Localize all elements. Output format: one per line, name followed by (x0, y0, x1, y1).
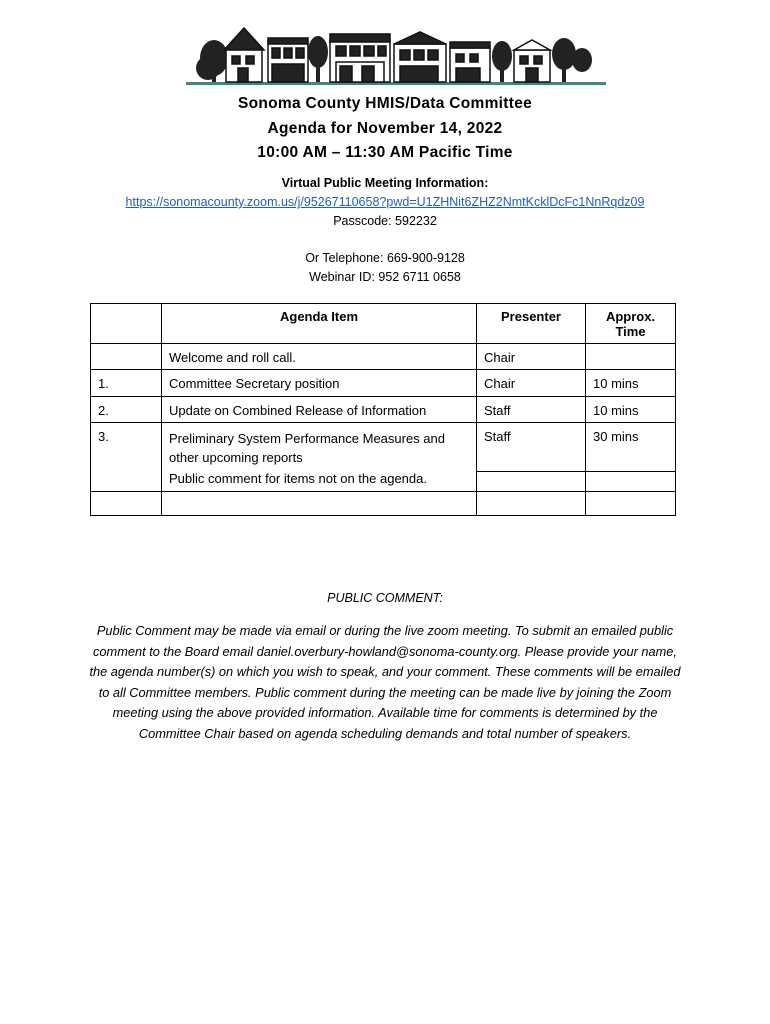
header-agenda-item: Agenda Item (162, 304, 477, 344)
title-line-3: 10:00 AM – 11:30 AM Pacific Time (257, 144, 513, 161)
header-presenter: Presenter (477, 304, 586, 344)
public-comment-body: Public Comment may be made via email or during the live zoom meeting. To submit an emailed public comment to the Board email daniel.overbury-howland@sonoma-county.org. Please provide your name, the agenda number(s) on which you wish to speak, and your comment. These comments will be emailed to all Committee members. Public comment during the meeting can be made live by joining the Zoom meeting using the above provided information. Available time for comments is determined by the Committee Chair based on agenda scheduling demands and total number of speakers. (89, 623, 681, 741)
header-number-cell (91, 304, 162, 344)
title-line-1: Sonoma County HMIS/Data Committee (237, 95, 533, 112)
agenda-table (90, 303, 676, 516)
row-number (91, 344, 162, 370)
zoom-meeting-link[interactable]: https://sonomacounty.zoom.us/j/95267110658?pwd=U1ZHNit6ZHZ2NmtKcklDcFc1NnRqdz09 (125, 195, 645, 209)
row-number: 1. (91, 370, 162, 397)
town-skyline-logo (186, 20, 606, 90)
header-approx-time: Approx. Time (586, 304, 676, 344)
row-agenda-item: Committee Secretary position (162, 370, 477, 397)
row-presenter: Staff (477, 397, 586, 423)
agenda-header-row (91, 304, 676, 344)
table-row (91, 397, 676, 423)
row-agenda-item: Update on Combined Release of Information (162, 397, 477, 423)
table-row (91, 370, 676, 397)
title-line-2: Agenda for November 14, 2022 (267, 120, 503, 137)
row-presenter: Chair (477, 344, 586, 370)
row-number: 3. (91, 423, 162, 492)
row-time (586, 471, 676, 491)
row-number: 2. (91, 397, 162, 423)
table-row (91, 423, 676, 472)
table-row (91, 491, 676, 515)
row-agenda-item: Public comment for items not on the agenda. (162, 471, 477, 491)
row-agenda-item: Preliminary System Performance Measures and other upcoming reports (162, 423, 477, 472)
row-presenter: Staff (477, 423, 586, 472)
webinar-id-text: Webinar ID: 952 6711 0658 (309, 270, 461, 284)
table-row (91, 471, 676, 491)
row-time: 30 mins (586, 423, 676, 472)
row-agenda-item: Welcome and roll call. (162, 344, 477, 370)
row-time: 10 mins (586, 370, 676, 397)
row-agenda-item (162, 491, 477, 515)
row-time: 10 mins (586, 397, 676, 423)
row-presenter: Chair (477, 370, 586, 397)
public-comment-title: PUBLIC COMMENT: (327, 591, 443, 605)
row-presenter (477, 491, 586, 515)
row-time (586, 491, 676, 515)
passcode-text: Passcode: 592232 (333, 214, 437, 228)
telephone-text: Or Telephone: 669-900-9128 (305, 251, 465, 265)
table-row (91, 344, 676, 370)
virtual-meeting-label: Virtual Public Meeting Information: (281, 176, 489, 190)
row-presenter (477, 471, 586, 491)
row-number (91, 491, 162, 515)
row-time (586, 344, 676, 370)
